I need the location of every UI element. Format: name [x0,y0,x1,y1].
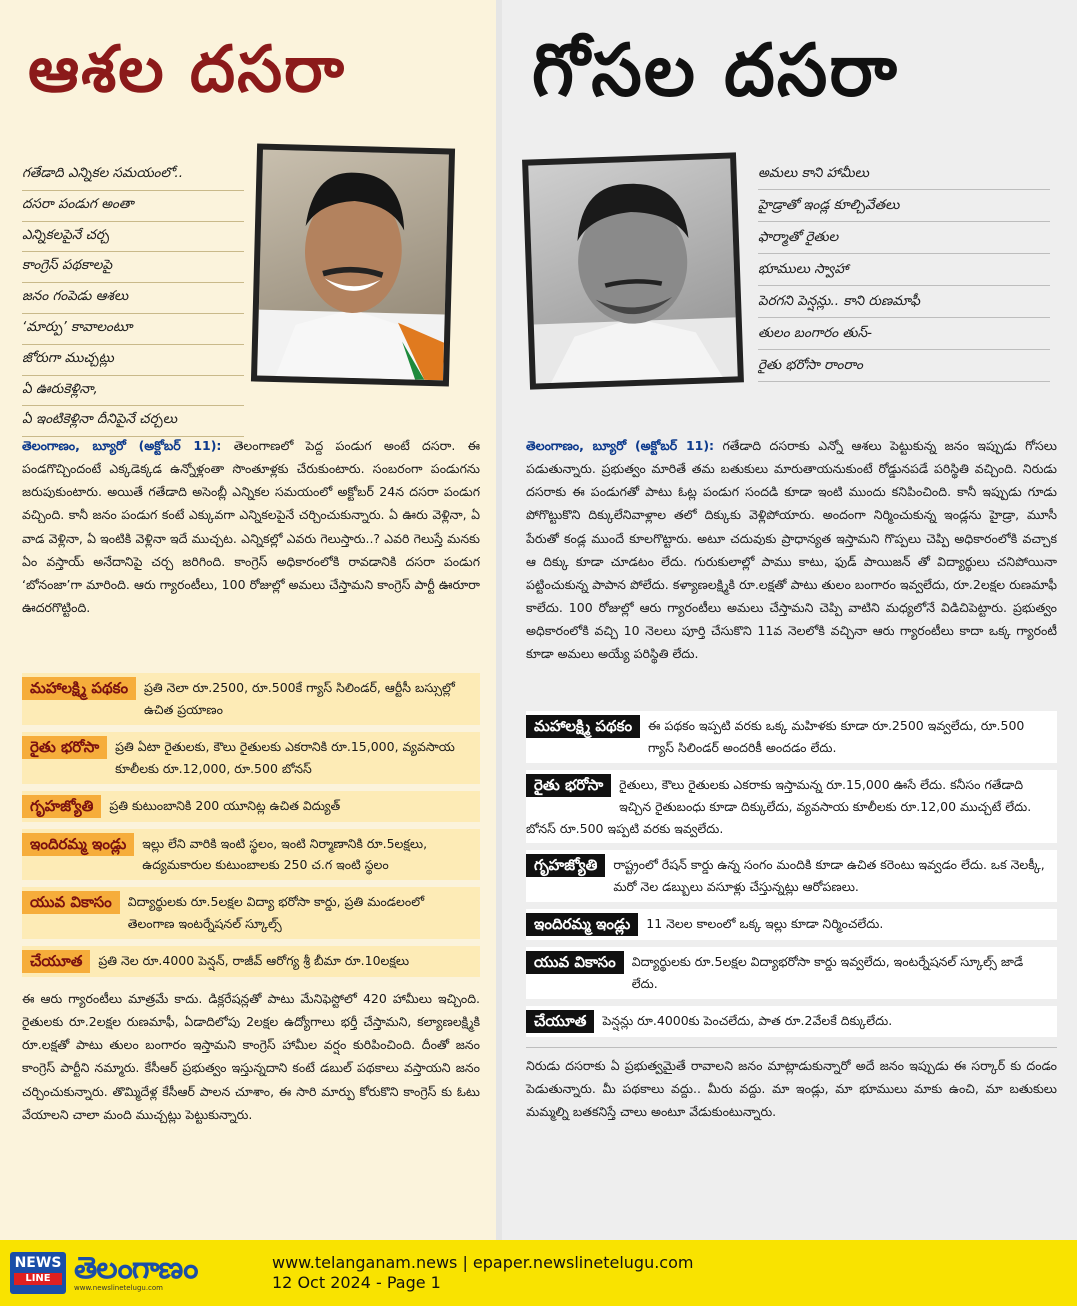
list-item: ఫార్మాతో రైతుల [758,222,1050,254]
scheme-text: విద్యార్థులకు రూ.5లక్షల విద్యాభరోసా కార్డు ఇవ్వలేదు, ఇంటర్నేషనల్ స్కూల్స్ జాడే లేదు. [631,954,1024,991]
list-item: రైతు భరోసా రాంరాం [758,350,1050,382]
list-item: కాంగ్రెస్ పథకాలపై [22,252,244,283]
left-scheme-mahalakshmi [22,673,480,725]
list-item: భూములు స్వాహా [758,254,1050,286]
right-body: గతేడాది దసరాకు ఎన్నో ఆశలు పెట్టుకున్న జనం ఇప్పుడు గోసలు పడుతున్నారు. ప్రభుత్వం మారితే తమ బతుకులు మారుతాయనుకుంటే రోడ్డునపడే పరిస్థితి వచ్చింది. నిరుడు దసరాకు ఈ పండుగతో పాటు ఓట్ల పండుగ సందడి కూడా ఇంటి ముందు కనిపించింది. కానీ ఇప్పుడు గూడు పోగొట్టుకొని దిక్కులేనివాళ్లాల తలో దిక్కుకు వెళ్లిపోయారు. అందంగా నిర్మించుకున్న ఇండ్లను హైడ్రా, మూసీ పేరుతో కండ్ల ముందే కూలగొట్టారు. అటూ చదువుకు ప్రాధాన్యత ఇస్తామని గొప్పలు చెప్పి అధికారంలోకి వచ్చాక ఆ దిక్కు కూడా చూడటం లేదు. గురుకులాల్లో పాము కాటు, ఫుడ్ పాయిజన్ తో విద్యార్థులు చనిపోయినా పట్టించుకున్న పాపాన పోలేదు. కళ్యాణలక్ష్మికి రూ.లక్షతో పాటు తులం బంగారం ఇవ్వలేదు, రూ.2లక్షల రుణమాఫీ కాలేదు. 100 రోజుల్లో ఆరు గ్యారంటీలు అమలు చేస్తామని చెప్పి వాటిని మధ్యలోనే విడిచిపెట్టారు. ప్రభుత్వం అధికారంలోకి వచ్చి 10 నెలలు పూర్తి చేసుకొని 11వ నెలలోకి వచ్చినా ఆరు గ్యారంటీలు కాదా ఒక్క గ్యారంటీ కూడా అమలు అయ్యే పరిస్థితి లేదు. [526,438,1057,662]
scheme-name: గృహజ్యోతి [22,795,101,818]
brand-url: www.newslinetelugu.com [74,1284,163,1292]
left-headline: ఆశల దసరా [28,33,347,107]
scheme-text: ప్రతి ఏటా రైతులకు, కౌలు రైతులకు ఎకరానికి రూ.15,000, వ్యవసాయ కూలీలకు రూ.12,000, రూ.500 బోనస్ [115,738,455,776]
right-scheme-cheyutha [526,1006,1057,1037]
footer-bar [0,1240,1077,1306]
left-article [0,0,502,1240]
scheme-name: చేయూత [526,1010,594,1033]
right-body-text [526,434,1057,704]
serious-portrait-photo [522,152,744,389]
scheme-text: ప్రతి నెల రూ.4000 పెన్షన్, రాజీవ్ ఆరోగ్య శ్రీ బీమా రూ.10లక్షలు [98,953,410,968]
list-item: పెరగని పెన్షన్లు.. కాని రుణమాఫీ [758,286,1050,318]
scheme-text: విద్యార్థులకు రూ.5లక్షల విద్యా భరోసా కార్డు, ప్రతి మండలంలో తెలంగాణ ఇంటర్నేషనల్ స్కూల్స్ [127,894,425,932]
list-item: గతేడాది ఎన్నికల సమయంలో.. [22,160,244,191]
scheme-text: రైతులు, కౌలు రైతులకు ఎకరాకు ఇస్తామన్న రూ.15,000 ఊసే లేదు. కనీసం గతేడాది ఇచ్చిన రైతుబంధు కూడా దిక్కులేదు, వ్యవసాయ కూలీలకు రూ.12,00 ముచ్చటే లేదు. బోనస్ రూ.500 ఇప్పటి వరకు ఇవ్వలేదు. [526,776,1032,836]
left-scheme-rythu-bharosa [22,732,480,784]
scheme-text: 11 నెలల కాలంలో ఒక్క ఇల్లు కూడా నిర్మించలేదు. [646,916,884,932]
left-intro [22,138,480,428]
right-bullet-list [750,138,1050,406]
brand-name: తెలంగాణం [74,1251,198,1286]
scheme-name: యువ వికాసం [526,951,624,974]
scheme-name: రైతు భరోసా [22,736,107,759]
scheme-name: చేయూత [22,950,90,973]
right-scheme-rythu-bharosa [526,770,1057,844]
list-item: ఏ ఊరుకెళ్లినా, [22,376,244,407]
left-bullet-list [22,138,244,428]
left-body-text [22,434,480,666]
scheme-name: రైతు భరోసా [526,774,611,797]
logo-line-badge: LINE [14,1273,62,1285]
telanganam-logo [74,1251,254,1292]
scheme-name: మహాలక్ష్మి పథకం [22,677,136,700]
list-item: ఎన్నికలపైనే చర్చ [22,222,244,253]
right-headline: గోసల దసరా [532,28,899,112]
scheme-text: ప్రతి నెలా రూ.2500, రూ.500కే గ్యాస్ సిలిండర్, ఆర్టీసీ బస్సుల్లో ఉచిత ప్రయాణం [144,680,455,717]
right-article [502,0,1077,1240]
left-outro: ఈ ఆరు గ్యారంటీలు మాత్రమే కాదు. డిక్లరేషన్లతో పాటు మేనిఫెస్టోలో 420 హామీలు ఇచ్చింది. రైతులకు రూ.2లక్షల రుణమాఫీ, ఏడాదిలోపు 2లక్షల ఉద్యోగాలు భర్తీ చేస్తామని, కల్యాణలక్ష్మికి రూ.లక్షతో పాటు తులం బంగారం ఇస్తామని కాంగ్రెస్ హామీల వర్షం కురిపించింది. దీంతో జనం కాంగ్రెస్ పార్టీని నమ్మారు. కేసీఆర్ ప్రభుత్వం ఇస్తున్నదాని కంటే డబుల్ పథకాలు వస్తాయని జనం చర్చించుకున్నారు. తొమ్మిదేళ్ల కేసీఆర్ పాలన చూశాం, ఈ సారి మార్పు కోరుకొని కాంగ్రెస్ కు ఓటు వేయాలని చాలా మంది ముచ్చట్లు పెట్టుకున్నారు. [22,991,480,1122]
footer-date-page: 12 Oct 2024 - Page 1 [272,1273,441,1292]
smiling-portrait-photo [251,143,455,386]
scheme-text: రాష్ట్రంలో రేషన్ కార్డు ఉన్న సంగం మందికి కూడా ఉచిత కరెంటు ఇవ్వడం లేదు. ఒక నెలక్కీ, మరో నెల డబ్బులు వసూళ్లు చేస్తున్నట్లు ఆరోపణలు. [613,857,1045,895]
left-scheme-cheyutha [22,946,480,977]
scheme-name: గృహజ్యోతి [526,854,605,877]
list-item: జోరుగా ముచ్చట్లు [22,345,244,376]
right-scheme-mahalakshmi [526,711,1057,763]
footer-info [272,1253,693,1293]
right-outro: నిరుడు దసరాకు ఏ ప్రభుత్వమైతే రావాలని జనం మాట్లాడుకున్నారో అదే జనం ఇప్పుడు ఈ సర్కార్ కు దండం పెడుతున్నారు. మీ పథకాలు వద్దు.. మీరు వద్దు. మా ఇండ్లు, మా భూములు మాకు ఉంచి, మా బతుకులు మమ్మల్ని బతకనిస్తే చాలు అంటూ వేడుకుంటున్నారు. [526,1047,1057,1123]
list-item: అమలు కాని హామీలు [758,158,1050,190]
list-item: హైడ్రాతో ఇండ్ల కూల్చివేతలు [758,190,1050,222]
scheme-text: ఇల్లు లేని వారికి ఇంటి స్థలం, ఇంటి నిర్మాణానికి రూ.5లక్షలు, ఉద్యమకారుల కుటుంబాలకు 250 చ.గ ఇంటి స్థలం [142,835,428,873]
newsline-logo [10,1252,66,1294]
right-scheme-yuva-vikasam [526,947,1057,999]
left-scheme-indiramma-indlu [22,829,480,881]
left-body: తెలంగాణలో పెద్ద పండుగ అంటే దసరా. ఈ పండగొచ్చిందంటే ఎక్కడెక్కడ ఉన్నోళ్లంతా సొంతూళ్లకు చేరుకుంటారు. సంబరంగా పండుగను జరుపుకుంటారు. అయితే గతేడాది అసెంబ్లీ ఎన్నికల సమయంలో అక్టోబర్ 24న దసరా పండుగ వచ్చింది. కానీ జనం పండుగ కంటే ఎక్కువగా ఎన్నికలపైనే చర్చించుకున్నారు. ఏ ఊరు వెళ్లినా, ఏ వాడ వెళ్లినా, ఏ ఇంటికి వెళ్లినా ఇదే ముచ్చట. ఎన్నికల్లో ఎవరు గెలుస్తారు..? ఎవరి గెలుస్తే మనకు ఏం వస్తాయ్ అనేదానిపై చర్చ జరిగింది. కాంగ్రెస్ అధికారంలోకి రావడానికి దసరా పండుగ ‘బోనంజా’గా మారింది. ఆరు గ్యారంటీలు, 100 రోజుల్లో అమలు చేస్తామని కాంగ్రెస్ పార్టీ ఊరూరా ఊదరగొట్టింది. [22,438,480,615]
right-intro [526,138,1057,406]
right-scheme-indiramma-indlu [526,909,1057,940]
logo-news-text: NEWS [14,1255,62,1271]
scheme-name: మహాలక్ష్మి పథకం [526,715,640,738]
scheme-text: పెన్షన్లు రూ.4000కు పెంచలేదు, పాత రూ.2వేలకే దిక్కులేదు. [602,1012,893,1028]
list-item: దసరా పండుగ అంతా [22,191,244,222]
scheme-name: ఇందిరమ్మ ఇండ్లు [22,833,134,856]
right-dateline: తెలంగాణం, బ్యూరో (అక్టోబర్ 11): [526,438,715,453]
footer-links[interactable]: www.telanganam.news | epaper.newslinetelugu.com [272,1253,694,1272]
left-scheme-gruhajyothi [22,791,480,822]
portrait-silhouette-icon [528,159,737,384]
list-item: తులం బంగారం తుస్- [758,318,1050,350]
list-item: జనం గంపెడు ఆశలు [22,283,244,314]
portrait-silhouette-icon [257,150,449,381]
left-dateline: తెలంగాణం, బ్యూరో (అక్టోబర్ 11): [22,438,222,453]
scheme-text: ఈ పథకం ఇప్పటి వరకు ఒక్క మహిళకు కూడా రూ.2500 ఇవ్వలేదు, రూ.500 గ్యాస్ సిలిండర్ అందరికీ అందడం లేదు. [648,718,1025,755]
scheme-text: ప్రతి కుటుంబానికి 200 యూనిట్ల ఉచిత విద్యుత్ [109,797,341,813]
scheme-name: ఇందిరమ్మ ఇండ్లు [526,913,638,936]
left-scheme-yuva-vikasam [22,887,480,939]
right-scheme-gruhajyothi [526,850,1057,902]
list-item: ‘మార్పు’ కావాలంటూ [22,314,244,345]
scheme-name: యువ వికాసం [22,891,120,914]
list-item: ఏ ఇంటికెళ్లినా దీనిపైనే చర్చలు [22,406,244,437]
